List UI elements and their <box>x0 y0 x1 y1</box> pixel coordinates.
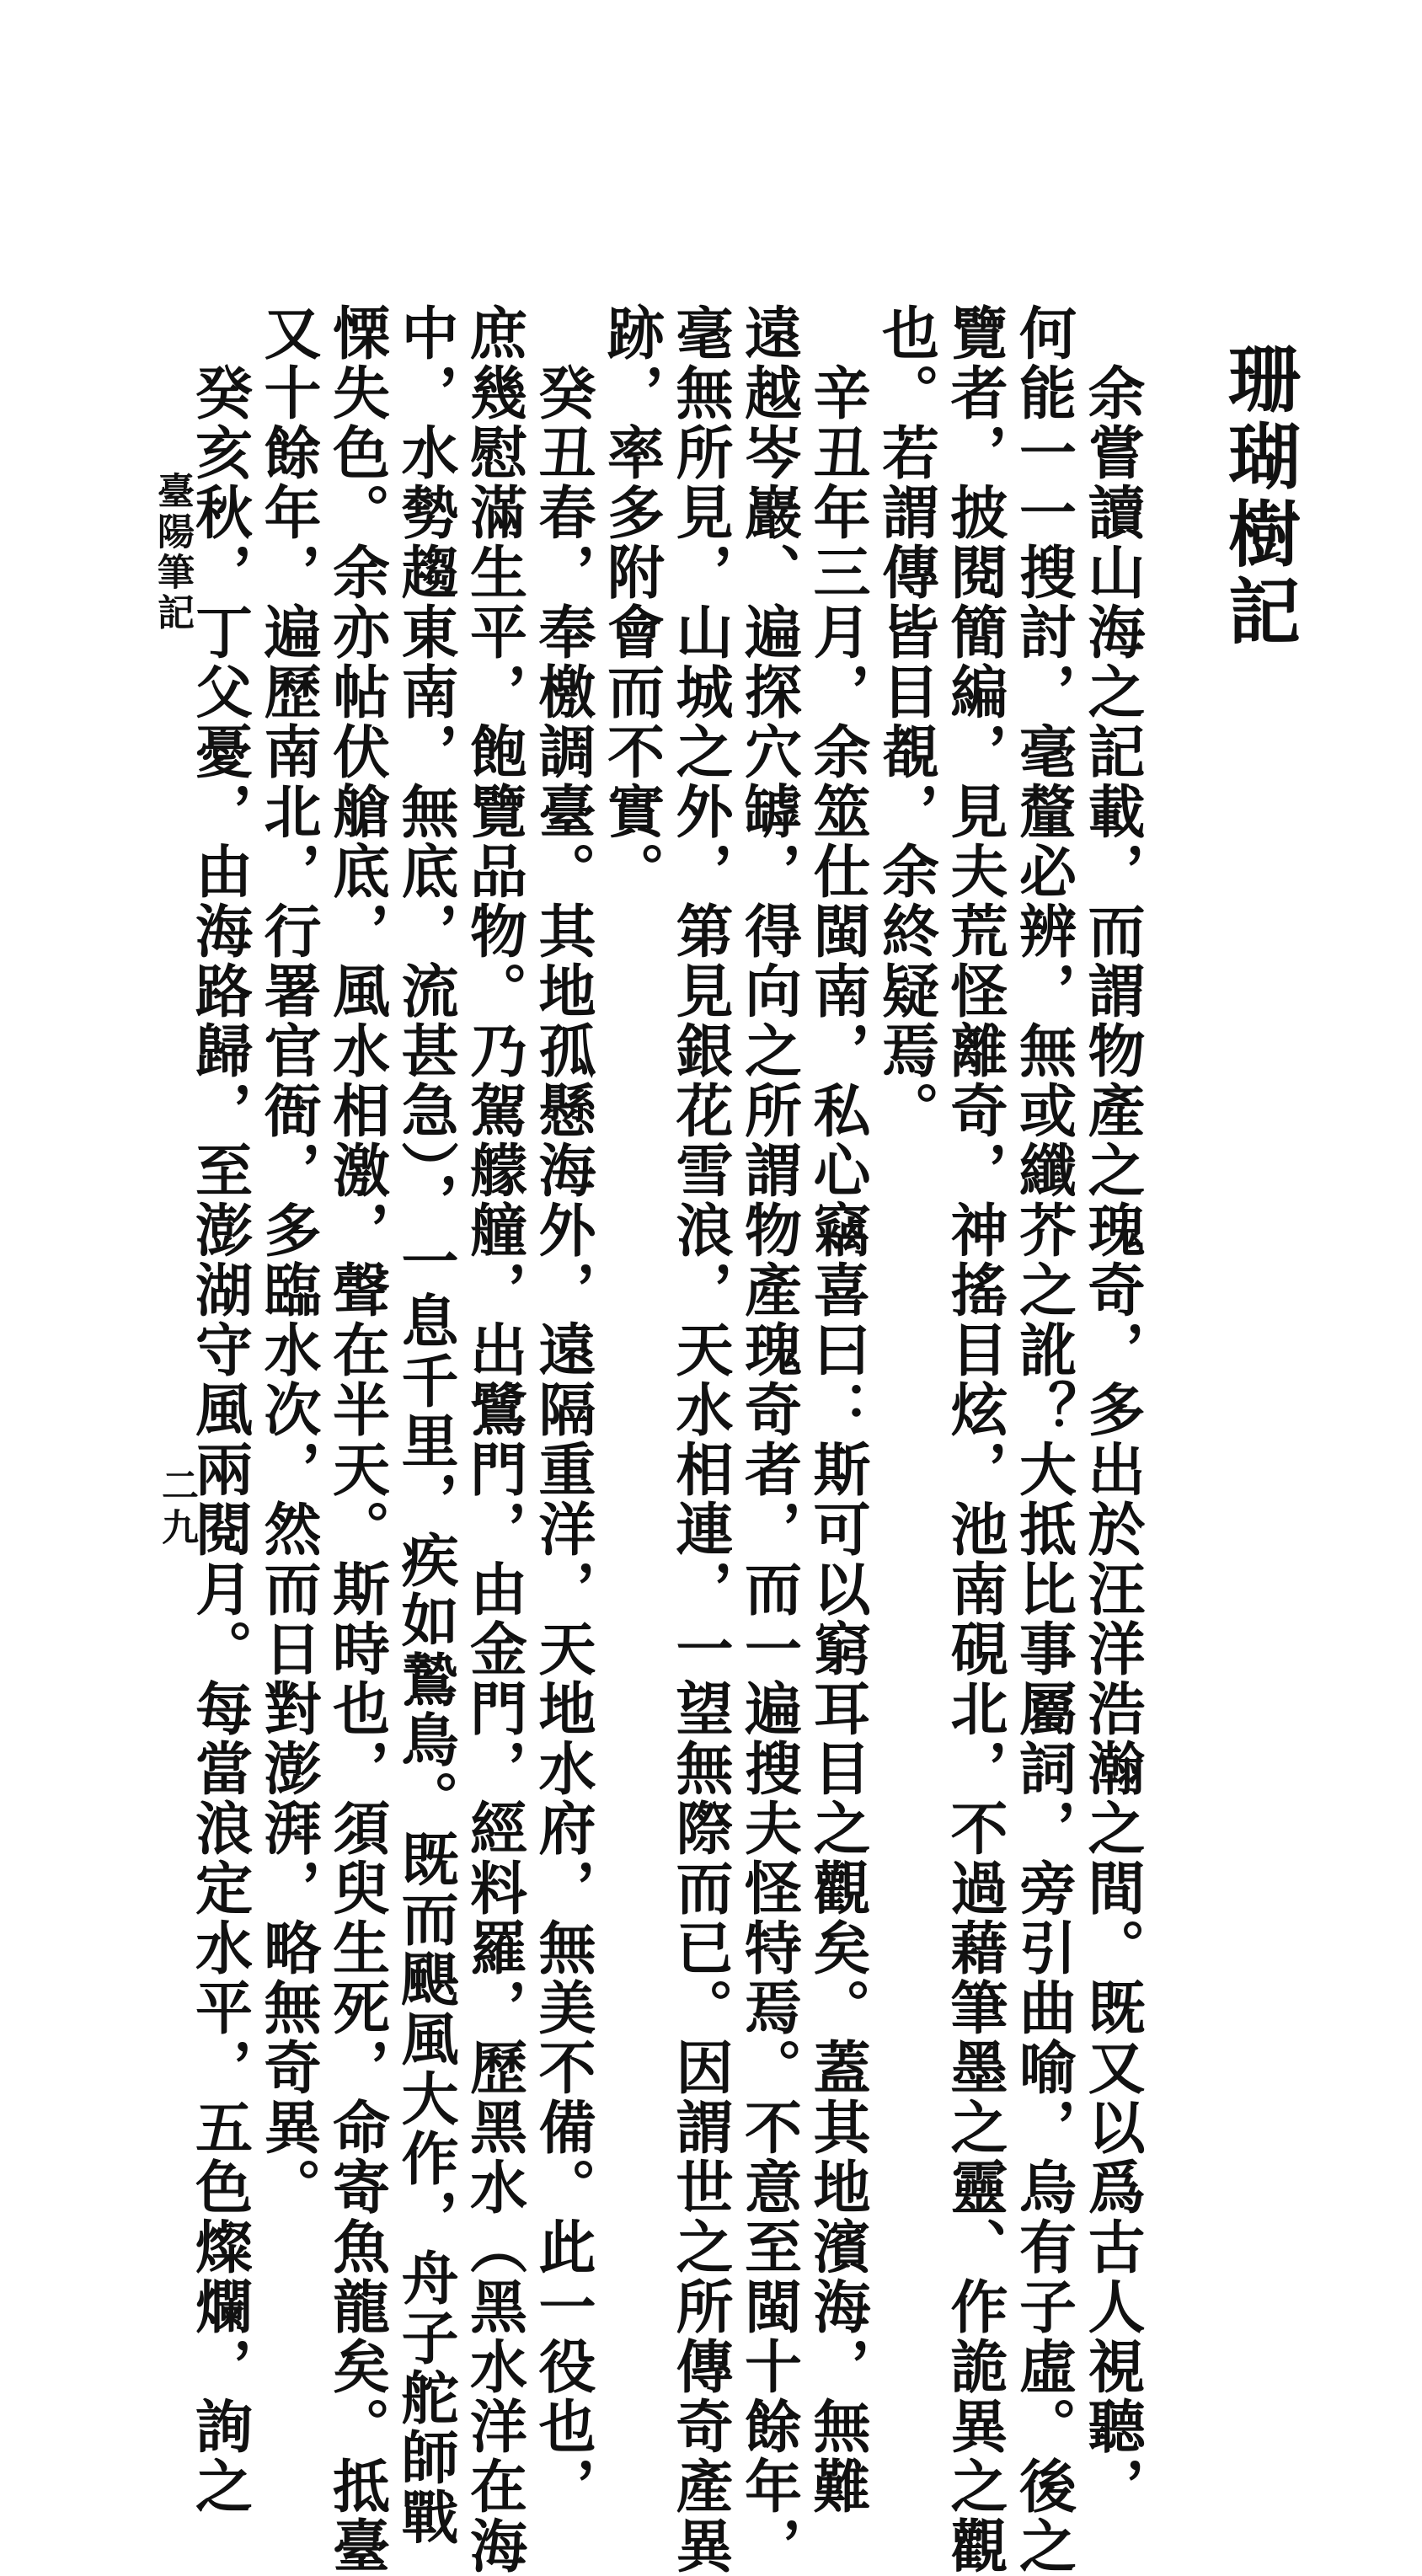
article-title: 珊瑚樹記 <box>1216 341 1301 651</box>
body-text <box>184 303 1146 2576</box>
paragraph-4: 癸亥秋，丁父憂，由海路歸，至澎湖守風兩閱月。每當浪定水平，五色燦爛，詢之 <box>185 303 254 2516</box>
paragraph-3: 癸丑春，奉檄調臺。其地孤懸海外，遠隔重洋，天地水府，無美不備。此一役也， 庶幾慰滿生平，飽覽品物。乃駕艨艟，出鷺門，由金門，經料羅，歷黑水（黑水洋在海 中，水勢趨東南，無底，流甚急），一息千里，疾如鷙鳥。既而颶風大作，舟子舵師戰 慄失色。余亦帖伏艙底，風水相激，聲在半天。斯時也，須臾生死，命寄魚龍矣。抵臺 又十餘年，遍歷南北，行署官衙，多臨水次，然而日對澎湃，略無奇異。 <box>254 303 596 2576</box>
paragraph-2: 辛丑年三月，余筮仕閩南，私心竊喜曰：斯可以窮耳目之觀矣。蓋其地濱海，無難 遠越岑巖、遍探穴罅，得向之所謂物產瑰奇者，而一遍搜夫怪特焉。不意至閩十餘年， 毫無所見，山城之外，第見銀花雪浪，天水相連，一望無際而已。因謂世之所傳奇產異 跡，率多附會而不實。 <box>597 303 871 2576</box>
running-book-title: 臺陽筆記 <box>151 472 194 633</box>
paragraph-1: 余嘗讀山海之記載，而謂物產之瑰奇，多出於汪洋浩瀚之間。既又以爲古人視聽， 何能一一搜討，毫釐必辨，無或纖芥之訛？大抵比事屬詞，旁引曲喻，烏有子虛。後之 覽者，披閱簡編，見夫荒怪離奇，神搖目炫，池南硯北，不過藉筆墨之靈、作詭異之觀 也。若謂傳皆目覩，余終疑焉。 <box>872 303 1146 2576</box>
page-number: 二九 <box>155 1466 198 1550</box>
